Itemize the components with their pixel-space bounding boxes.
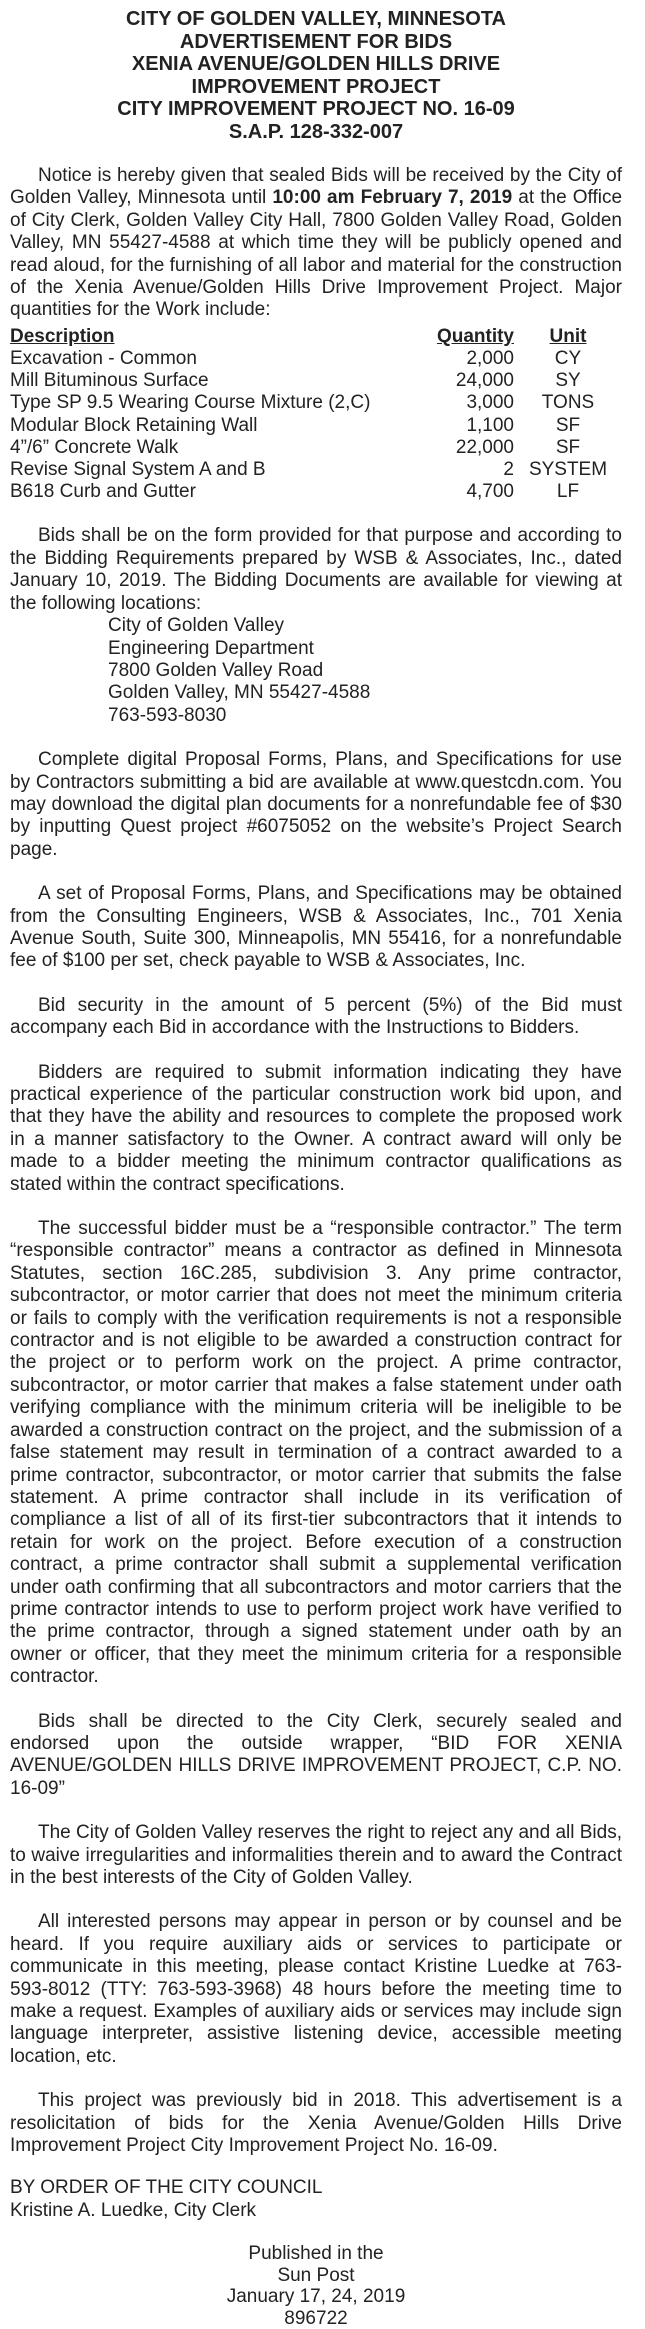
address-line: Golden Valley, MN 55427-4588 [108,682,371,704]
table-row [10,392,622,414]
publication-id: 896722 [284,2307,348,2329]
item-unit: LF [556,481,580,503]
viewing-address [10,615,622,727]
header-sap-number: S.A.P. 128-332-007 [228,120,404,143]
intro-paragraph [10,165,622,322]
item-quantity: 22,000 [455,436,514,458]
bid-deadline: 10:00 am February 7, 2019 [272,187,513,209]
item-description: 4”/6” Concrete Walk [10,436,179,458]
rebid-paragraph: This project was previously bid in 2018. This advertisement is a resolicitation of bids for the Xenia Avenue/Golden Hills Drive Improvement Project City Improvement Project No. 16-09. [10,2090,622,2157]
order-line: BY ORDER OF THE CITY COUNCIL [10,2177,323,2199]
header-city: CITY OF GOLDEN VALLEY, MINNESOTA [125,8,507,30]
item-unit: TONS [541,392,595,414]
item-description: Modular Block Retaining Wall [10,414,258,436]
signature-block [10,2177,622,2222]
col-quantity-header: Quantity [436,325,514,347]
header-ad-type: ADVERTISEMENT FOR BIDS [179,30,453,53]
intro-text-after: at the Office of City Clerk, Golden Valley City Hall, 7800 Golden Valley Road, Golden Valley, MN 55427-4588 at which time they will be publicly opened and read aloud, for the furnishing of all labor and material for the construction of the Xenia Avenue/Golden Hills Drive Improvement Project. Major quantities for the Work include: [10,187,623,321]
paper-set-paragraph: A set of Proposal Forms, Plans, and Specifications may be obtained from the Consulting Engineers, WSB & Associates, Inc., 701 Xenia Avenue South, Suite 300, Minneapolis, MN 55416, for a nonrefundable fee of $100 per set, check payable to WSB & Associates, Inc. [10,883,622,972]
reservation-paragraph: The City of Golden Valley reserves the right to reject any and all Bids, to waive irregularities and informalities therein and to award the Contract in the best interests of the City of Golden Valley. [10,1822,622,1888]
item-quantity: 4,700 [466,481,514,503]
item-description: B618 Curb and Gutter [10,481,196,503]
table-row [10,481,622,503]
address-phone: 763-593-8030 [108,704,227,726]
table-row [10,415,622,437]
bid-submission-paragraph: Bids shall be directed to the City Clerk, securely sealed and endorsed upon the outside wrapper, “BID FOR XENIA AVENUE/GOLDEN HILLS DRIVE IMPROVEMENT PROJECT, C.P. NO. 16-09” [10,1710,622,1799]
header-project-name: XENIA AVENUE/GOLDEN HILLS DRIVE [131,53,501,75]
item-quantity: 24,000 [455,370,514,392]
item-quantity: 1,100 [466,414,514,436]
header-project-type: IMPROVEMENT PROJECT [191,75,441,98]
item-description: Excavation - Common [10,348,197,370]
clerk-name: Kristine A. Luedke, City Clerk [10,2199,257,2221]
item-unit: SY [555,370,581,392]
item-unit: SF [555,414,581,436]
item-quantity: 3,000 [466,392,514,414]
table-row [10,459,622,481]
table-row [10,437,622,459]
item-quantity: 2 [503,459,514,481]
col-description-header: Description [10,325,115,347]
address-line: 7800 Golden Valley Road [108,659,324,681]
header-project-number: CITY IMPROVEMENT PROJECT NO. 16-09 [117,98,515,120]
item-description: Type SP 9.5 Wearing Course Mixture (2,C) [10,392,371,414]
col-unit-header: Unit [549,325,587,347]
accessibility-paragraph: All interested persons may appear in person or by counsel and be heard. If you require auxiliary aids or services to participate or communicate in this meeting, please contact Kristine Luedke at 763-593-8012 (TTY: 763-593-3968) 48 hours before the meeting time to make a request. Examples of auxiliary aids or services may include sign language interpreter, assistive listening device, accessible meeting location, etc. [10,1911,622,2067]
quantities-table [10,326,622,504]
item-quantity: 2,000 [466,348,514,370]
notice-header [10,8,622,143]
publication-info [10,2243,622,2329]
table-row [10,370,622,392]
digital-docs-paragraph: Complete digital Proposal Forms, Plans, and Specifications for use by Contractors submitting a bid are available at www.questcdn.com. You may download the digital plan documents for a nonrefundable fee of $30 by inputting Quest project #6075052 on the website’s Project Search page. [10,749,622,860]
experience-paragraph: Bidders are required to submit information indicating they have practical experience of the particular construction work bid upon, and that they have the ability and resources to complete the proposed work in a manner satisfactory to the Owner. A contract award will only be made to a bidder meeting the minimum contractor qualifications as stated within the contract specifications. [10,1061,622,1195]
item-unit: SF [555,436,581,458]
bidding-docs-paragraph: Bids shall be on the form provided for that purpose and according to the Bidding Requirements prepared by WSB & Associates, Inc., dated January 10, 2019. The Bidding Documents are available for viewing at the following locations: [10,525,622,614]
publication-line: Published in the [248,2243,384,2265]
quantities-header-row [10,326,622,348]
bid-security-paragraph: Bid security in the amount of 5 percent (5%) of the Bid must accompany each Bid in accordance with the Instructions to Bidders. [10,994,622,1039]
intro-text-before: Notice is hereby given that sealed Bids will be received by the City of Golden Valley, Minnesota until [10,165,622,209]
address-line: City of Golden Valley [108,615,285,637]
item-unit: SYSTEM [528,459,608,481]
responsible-contractor-paragraph: The successful bidder must be a “responsible contractor.” The term “responsible contractor” means a contractor as defined in Minnesota Statutes, section 16C.285, subdivision 3. Any prime contractor, subcontractor, or motor carrier that does not meet the minimum criteria or fails to comply with the verification requirements is not a responsible contractor and is not eligible to be awarded a construction contract for the project or to perform work on the project. A prime contractor, subcontractor, or motor carrier that makes a false statement under oath verifying compliance with the minimum criteria will be ineligible to be awarded a construction contract on the project, and the submission of a false statement may result in termination of a contract awarded to a prime contractor, subcontractor, or motor carrier that submits the false statement. A prime contractor shall include in its verification of compliance a list of all of its first-tier subcontractors that it intends to retain for work on the project. Before execution of a construction contract, a prime contractor shall submit a supplemental verification under oath confirming that all subcontractors and motor carriers that the prime contractor intends to use to perform project work have verified to the prime contractor, through a signed statement under oath by an owner or officer, that they meet the minimum criteria for a responsible contractor. [10,1218,622,1688]
newspaper-name: Sun Post [277,2264,355,2286]
table-row [10,348,622,370]
address-line: Engineering Department [108,637,314,659]
publication-dates: January 17, 24, 2019 [226,2286,406,2308]
item-description: Revise Signal System A and B [10,459,266,481]
item-description: Mill Bituminous Surface [10,370,209,392]
item-unit: CY [554,348,582,370]
